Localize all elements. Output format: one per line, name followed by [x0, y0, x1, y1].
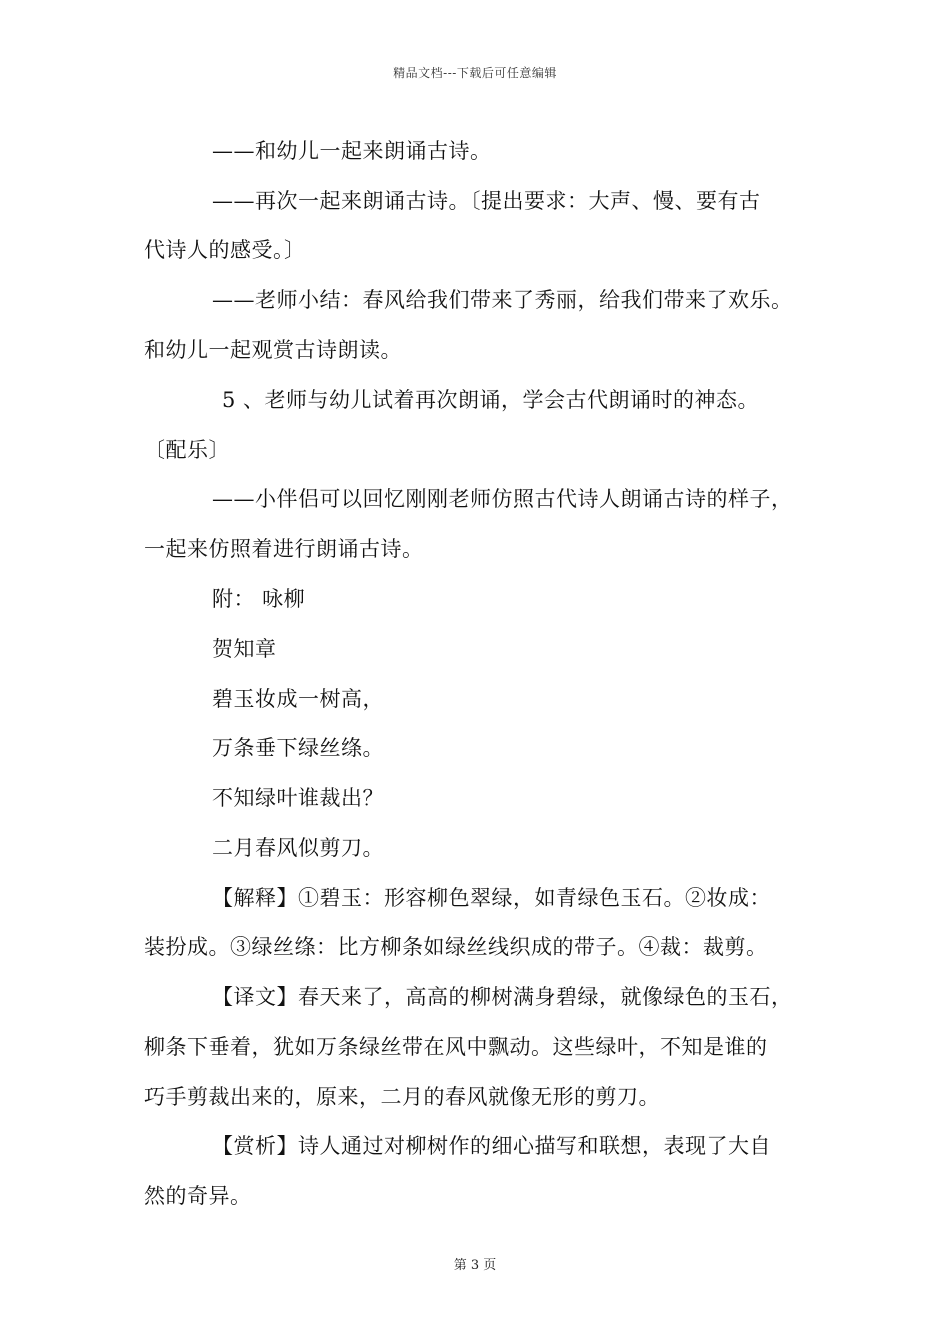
text-line: ——老师小结：春风给我们带来了秀丽，给我们带来了欢乐。 — [212, 288, 793, 312]
text-line: 巧手剪裁出来的，原来，二月的春风就像无形的剪刀。 — [144, 1085, 660, 1109]
poem-line: 二月春风似剪刀。 — [212, 836, 384, 860]
text-line: 一起来仿照着进行朗诵古诗。 — [144, 537, 424, 561]
text-line: 5 、老师与幼儿试着再次朗诵，学会古代朗诵时的神态。 — [222, 388, 760, 412]
poem-line: 不知绿叶谁裁出？ — [212, 786, 384, 810]
poem-line: 万条垂下绿丝绦。 — [212, 736, 384, 760]
text-line: ——小伴侣可以回忆刚刚老师仿照古代诗人朗诵古诗的样子， — [212, 487, 793, 511]
page-header: 精品文档---下载后可任意编辑 — [393, 66, 557, 80]
text-line: 柳条下垂着，犹如万条绿丝带在风中飘动。这些绿叶，不知是谁的 — [144, 1035, 768, 1059]
page-number: 第 3 页 — [453, 1258, 497, 1273]
poem-title: 附： 咏柳 — [212, 587, 306, 611]
text-line: 【赏析】诗人通过对柳树作的细心描写和联想，表现了大自 — [212, 1134, 771, 1158]
poem-author: 贺知章 — [212, 637, 277, 661]
text-line: ——再次一起来朗诵古诗。〔提出要求：大声、慢、要有古 — [212, 189, 761, 213]
text-line: 【译文】春天来了，高高的柳树满身碧绿，就像绿色的玉石， — [212, 985, 793, 1009]
text-line: 〔配乐〕 — [144, 438, 230, 462]
poem-line: 碧玉妆成一树高， — [212, 687, 384, 711]
text-line: 和幼儿一起观赏古诗朗读。 — [144, 338, 402, 362]
text-line: 装扮成。③绿丝绦：比方柳条如绿丝线织成的带子。④裁：裁剪。 — [144, 935, 768, 959]
text-line: 【解释】①碧玉：形容柳色翠绿，如青绿色玉石。②妆成： — [212, 886, 771, 910]
text-line: 然的奇异。 — [144, 1184, 252, 1208]
text-line: 代诗人的感受。〕 — [144, 238, 306, 262]
text-line: ——和幼儿一起来朗诵古诗。 — [212, 139, 492, 163]
